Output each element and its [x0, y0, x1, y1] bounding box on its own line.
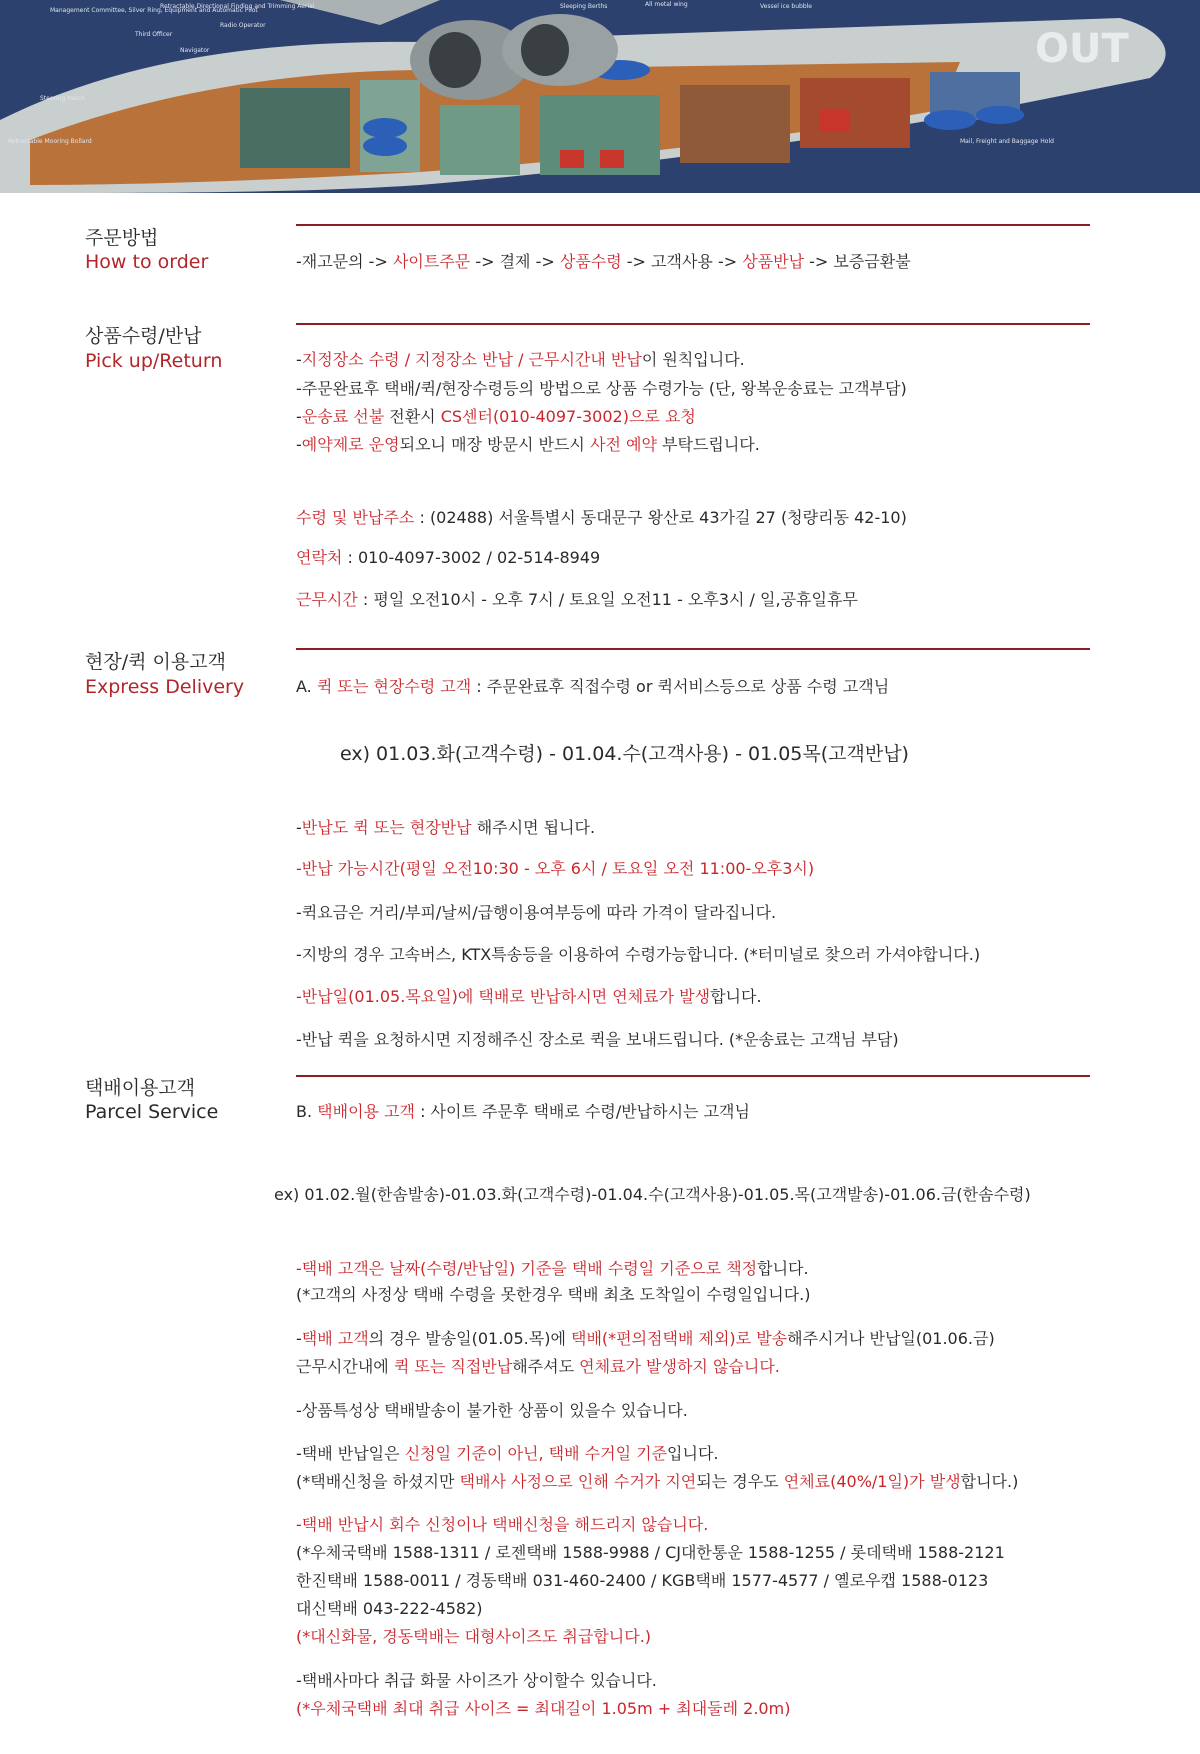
- svg-text:All metal wing: All metal wing: [645, 1, 688, 8]
- section-divider: [296, 323, 1090, 325]
- parcel-example-text: [274, 1185, 1031, 1205]
- text-segment: 신청일 기준이 아닌, 택배 수거일 기준: [404, 1444, 668, 1463]
- express-note: [296, 945, 980, 965]
- text-segment: 반납도 퀵 또는 현장반납: [301, 818, 472, 837]
- parcel-note: [296, 1401, 688, 1421]
- svg-text:Steering Hatch: Steering Hatch: [40, 95, 85, 102]
- text-segment: 연체료(40%/1일)가 발생: [783, 1472, 961, 1491]
- text-segment: -재고문의 ->: [296, 252, 393, 271]
- text-segment: ex) 01.02.월(한솜발송)-01.03.화(고객수령)-01.04.수(고객사용)-01.05.목(고객발송)-01.06.금(한솜수령): [274, 1185, 1031, 1204]
- svg-text:Navigator: Navigator: [180, 47, 210, 54]
- text-segment: 택배 고객: [301, 1329, 369, 1348]
- parcel-note: [296, 1699, 790, 1719]
- section-title-ko: 현장/퀵 이용고객: [85, 651, 226, 673]
- text-segment: (*고객의 사정상 택배 수령을 못한경우 택배 최초 도착일이 수령일입니다.): [296, 1285, 811, 1304]
- text-segment: 의 경우 발송일(01.05.목)에: [368, 1329, 571, 1348]
- svg-text:Mail, Freight and Baggage Hold: Mail, Freight and Baggage Hold: [960, 138, 1054, 145]
- reservation-notice-text: [296, 435, 760, 455]
- section-title-ko: 주문방법: [85, 227, 159, 249]
- svg-text:Radio Operator: Radio Operator: [220, 22, 266, 29]
- parcel-note: [296, 1444, 719, 1464]
- text-segment: 이 원칙입니다.: [641, 350, 745, 369]
- text-segment: 연락처: [296, 548, 343, 567]
- svg-text:Third Officer: Third Officer: [135, 31, 173, 38]
- courier-list-text: [296, 1543, 1005, 1563]
- text-segment: (*택배신청을 하셨지만: [296, 1472, 460, 1491]
- parcel-note: [296, 1259, 809, 1279]
- text-segment: 근무시간내에: [296, 1357, 394, 1376]
- courier-list-text: [296, 1571, 988, 1591]
- text-segment: 한진택배 1588-0011 / 경동택배 031-460-2400 / KGB택배 1577-4577 / 옐로우캡 1588-0123: [296, 1571, 989, 1590]
- section-divider: [296, 224, 1090, 226]
- airplane-cutaway-image: [0, 0, 1200, 193]
- text-segment: 택배(*편의점택배 제외)로 발송: [570, 1329, 788, 1348]
- parcel-note: [296, 1357, 780, 1377]
- text-segment: 해주시거나 반납일(01.06.금): [787, 1329, 995, 1348]
- text-segment: 사전 예약: [589, 435, 657, 454]
- section-title-en: Pick up/Return: [85, 350, 223, 372]
- address-text: [296, 508, 907, 528]
- parcel-note: [296, 1515, 708, 1535]
- text-segment: : 평일 오전10시 - 오후 7시 / 토요일 오전11 - 오후3시 / 일,공휴일휴무: [357, 590, 858, 609]
- text-segment: 되는 경우도: [696, 1472, 784, 1491]
- order-flow-text: [296, 252, 911, 272]
- text-segment: A.: [296, 677, 317, 696]
- text-segment: (*우체국택배 최대 취급 사이즈 = 최대길이 1.05m + 최대둘레 2.0m): [296, 1699, 791, 1718]
- text-segment: 예약제로 운영: [301, 435, 400, 454]
- courier-list-text: [296, 1599, 483, 1619]
- text-segment: 택배사 사정으로 인해 수거가 지연: [459, 1472, 697, 1491]
- section-title-en: Express Delivery: [85, 676, 245, 698]
- text-segment: : 010-4097-3002 / 02-514-8949: [342, 548, 601, 567]
- text-segment: 운송료 선불: [301, 407, 385, 426]
- text-segment: 퀵 또는 직접반납: [393, 1357, 513, 1376]
- pickup-method-text: [296, 379, 907, 399]
- section-divider: [296, 1075, 1090, 1077]
- text-segment: -택배 고객은 날짜(수령/반납일) 기준을 택배 수령일 기준으로 책정: [296, 1259, 758, 1278]
- text-segment: : 사이트 주문후 택배로 수령/반납하시는 고객님: [414, 1102, 750, 1121]
- parcel-note: [296, 1627, 651, 1647]
- text-segment: -> 결제 ->: [470, 252, 560, 271]
- text-segment: 택배이용 고객: [317, 1102, 415, 1121]
- text-segment: 해주셔도: [512, 1357, 580, 1376]
- parcel-note: [296, 1329, 995, 1349]
- svg-text:Management Committee, Silver R: Management Committee, Silver Ring, Equipment and Automatic Pilot: [50, 7, 258, 14]
- text-segment: -반납 퀵을 요청하시면 지정해주신 장소로 퀵을 보내드립니다. (*운송료는 고객님 부담): [296, 1030, 899, 1049]
- text-segment: 전환시: [384, 407, 441, 426]
- text-segment: -지방의 경우 고속버스, KTX특송등을 이용하여 수령가능합니다. (*터미널로 찾으러 가셔야합니다.): [296, 945, 981, 964]
- section-divider: [296, 648, 1090, 650]
- text-segment: (*우체국택배 1588-1311 / 로젠택배 1588-9988 / CJ대한통운 1588-1255 / 롯데택배 1588-2121: [296, 1543, 1005, 1562]
- text-segment: : 주문완료후 직접수령 or 퀵서비스등으로 상품 수령 고객님: [471, 677, 890, 696]
- express-note: [296, 1030, 899, 1050]
- text-segment: 상품수령: [559, 252, 622, 271]
- text-segment: -: [296, 407, 302, 426]
- text-segment: 대신택배 043-222-4582): [296, 1599, 483, 1618]
- prepay-shipping-text: [296, 407, 696, 427]
- text-segment: -: [296, 350, 302, 369]
- text-segment: 합니다.): [960, 1472, 1019, 1491]
- section-title-ko: 택배이용고객: [85, 1077, 196, 1099]
- text-segment: : (02488) 서울특별시 동대문구 왕산로 43가길 27 (청량리동 42-10): [414, 508, 907, 527]
- text-segment: 퀵 또는 현장수령 고객: [316, 677, 472, 696]
- express-note: [296, 859, 814, 879]
- section-title-ko: 상품수령/반납: [85, 325, 202, 347]
- text-segment: -반납 가능시간(평일 오전10:30 - 오후 6시 / 토요일 오전 11:00-오후3시): [296, 859, 815, 878]
- text-segment: 근무시간: [296, 590, 358, 609]
- business-hours-text: [296, 590, 858, 610]
- text-segment: CS센터(010-4097-3002)으로 요청: [440, 407, 696, 426]
- text-segment: -반납일(01.05.목요일)에 택배로 반납하시면 연체료가 발생: [296, 987, 711, 1006]
- text-segment: 사이트주문: [392, 252, 471, 271]
- svg-text:Retractable Mooring Bollard: Retractable Mooring Bollard: [8, 138, 92, 145]
- text-segment: -: [296, 1329, 302, 1348]
- parcel-note: [296, 1285, 810, 1305]
- text-segment: -> 고객사용 ->: [621, 252, 743, 271]
- text-segment: -택배 반납시 회수 신청이나 택배신청을 해드리지 않습니다.: [296, 1515, 709, 1534]
- text-segment: -> 보증금환불: [804, 252, 911, 271]
- text-segment: 되오니 매장 방문시 반드시: [399, 435, 590, 454]
- parcel-intro-text: [296, 1102, 750, 1122]
- express-example-text: [340, 744, 909, 764]
- hero-airplane-illustration: [0, 0, 1200, 193]
- express-note: [296, 903, 776, 923]
- text-segment: -주문완료후 택배/퀵/현장수령등의 방법으로 상품 수령가능 (단, 왕복운송료는 고객부담): [296, 379, 907, 398]
- text-segment: 부탁드립니다.: [656, 435, 760, 454]
- svg-text:OUT: OUT: [1035, 26, 1129, 72]
- text-segment: 상품반납: [742, 252, 805, 271]
- contact-text: [296, 548, 600, 568]
- svg-text:Retractable Directional Findin: Retractable Directional Finding and Trimming Aerial: [160, 3, 315, 10]
- text-segment: -상품특성상 택배발송이 불가한 상품이 있을수 있습니다.: [296, 1401, 688, 1420]
- svg-text:Sleeping Berths: Sleeping Berths: [560, 3, 608, 10]
- text-segment: B.: [296, 1102, 318, 1121]
- text-segment: -: [296, 435, 302, 454]
- text-segment: 입니다.: [667, 1444, 719, 1463]
- text-segment: 합니다.: [757, 1259, 809, 1278]
- text-segment: -퀵요금은 거리/부피/날씨/급행이용여부등에 따라 가격이 달라집니다.: [296, 903, 777, 922]
- express-intro-text: [296, 677, 889, 697]
- parcel-note: [296, 1472, 1018, 1492]
- express-note: [296, 987, 762, 1007]
- text-segment: ex) 01.03.화(고객수령) - 01.04.수(고객사용) - 01.05목(고객반납): [340, 743, 909, 765]
- text-segment: 지정장소 수령 / 지정장소 반납 / 근무시간내 반납: [301, 350, 642, 369]
- text-segment: 해주시면 됩니다.: [471, 818, 596, 837]
- text-segment: 합니다.: [710, 987, 762, 1006]
- section-title-en: Parcel Service: [85, 1101, 219, 1123]
- express-note: [296, 818, 595, 838]
- text-segment: -택배 반납일은: [296, 1444, 405, 1463]
- text-segment: 연체료가 발생하지 않습니다.: [579, 1357, 780, 1376]
- svg-text:Vessel ice bubble: Vessel ice bubble: [760, 3, 812, 10]
- text-segment: 수령 및 반납주소: [296, 508, 415, 527]
- pickup-rule-text: [296, 350, 745, 370]
- section-title-en: How to order: [85, 251, 209, 273]
- text-segment: -택배사마다 취급 화물 사이즈가 상이할수 있습니다.: [296, 1671, 657, 1690]
- text-segment: -: [296, 818, 302, 837]
- parcel-note: [296, 1671, 657, 1691]
- text-segment: (*대신화물, 경동택배는 대형사이즈도 취급합니다.): [296, 1627, 652, 1646]
